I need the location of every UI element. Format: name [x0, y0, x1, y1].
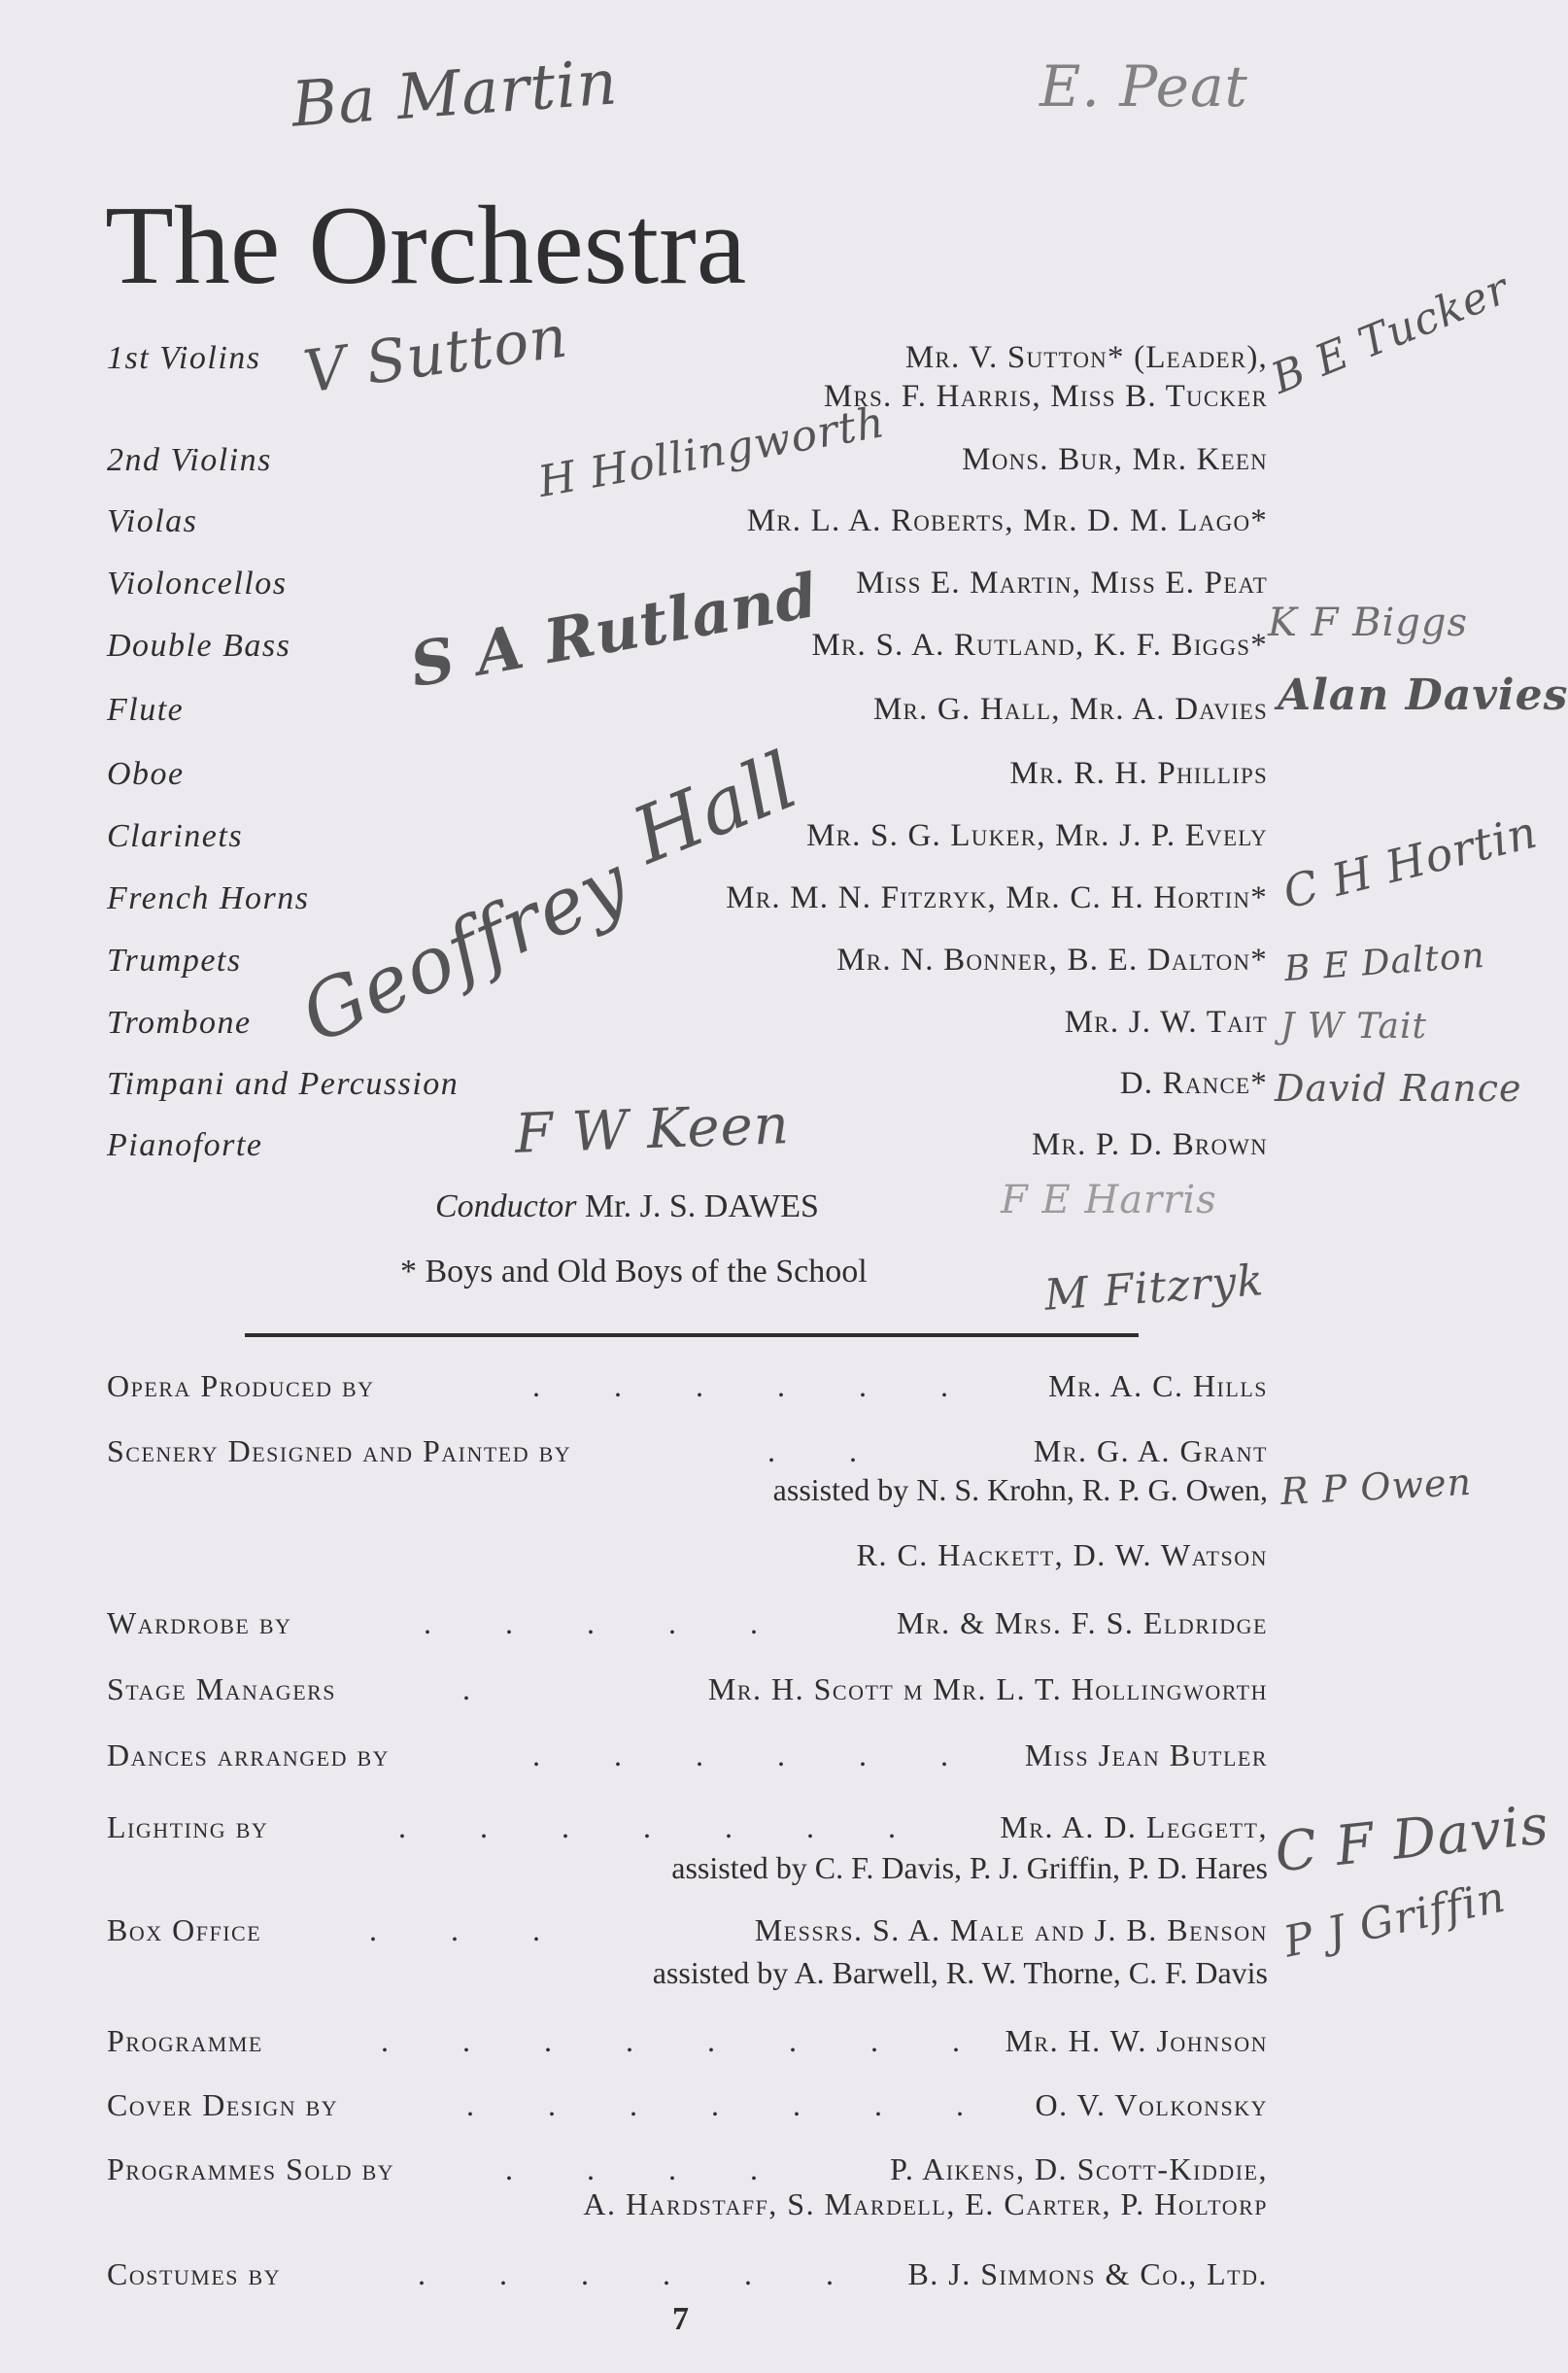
footnote: * Boys and Old Boys of the School: [400, 1254, 868, 1290]
credit-label: Box Office: [107, 1912, 262, 1947]
credit-sub: R. C. Hackett, D. W. Watson: [856, 1537, 1268, 1572]
signature-owen: R P Owen: [1278, 1460, 1474, 1514]
instrument-label: Trumpets: [107, 943, 242, 979]
instrument-label: French Horns: [107, 880, 310, 916]
credit-sub: assisted by C. F. Davis, P. J. Griffin, P. D. Hares: [671, 1850, 1268, 1885]
instrument-label: Violas: [107, 503, 198, 539]
page-title: The Orchestra: [105, 184, 747, 308]
signature-davies: Alan Davies: [1278, 671, 1568, 720]
credit-label: Programme: [107, 2023, 263, 2058]
credit-value: Messrs. S. A. Male and J. B. Benson: [754, 1912, 1268, 1947]
credit-value: Mr. & Mrs. F. S. Eldridge: [897, 1605, 1268, 1640]
conductor-name: Mr. J. S. DAWES: [584, 1188, 819, 1224]
player-names: Mr. V. Sutton* (Leader),: [904, 340, 1268, 375]
credit-label: Costumes by: [107, 2256, 282, 2291]
leader-dots: . . . . . . .: [466, 2087, 997, 2122]
instrument-label: Oboe: [107, 756, 185, 792]
credit-label: Opera Produced by: [107, 1368, 375, 1403]
signature-harris: F E Harris: [1001, 1178, 1217, 1222]
conductor-line: [435, 1188, 819, 1225]
signature-rance: David Rance: [1275, 1067, 1522, 1110]
credit-value: Mr. G. A. Grant: [1033, 1433, 1268, 1468]
signature-biggs: K F Biggs: [1268, 601, 1468, 645]
instrument-label: Clarinets: [107, 818, 244, 854]
instrument-label: Flute: [107, 692, 185, 728]
leader-dots: . . . . .: [424, 1605, 791, 1640]
player-names: D. Rance*: [1119, 1066, 1268, 1101]
player-names: Mr. P. D. Brown: [1032, 1127, 1268, 1162]
signature-tucker: B E Tucker: [1264, 263, 1517, 404]
instrument-label: 2nd Violins: [107, 442, 272, 478]
signature-fitzryk: M Fitzryk: [1042, 1255, 1266, 1321]
leader-dots: .: [462, 1671, 503, 1706]
credit-value: Mr. H. W. Johnson: [1005, 2023, 1268, 2058]
instrument-label: Double Bass: [107, 628, 291, 664]
credit-label: Lighting by: [107, 1809, 269, 1844]
leader-dots: . . . .: [505, 2151, 791, 2186]
credit-label: Stage Managers: [107, 1671, 337, 1706]
player-names: Mr. S. G. Luker, Mr. J. P. Evely: [806, 818, 1268, 853]
credit-label: Wardrobe by: [107, 1605, 292, 1640]
credit-label: Cover Design by: [107, 2087, 339, 2122]
signature-hortin: C H Hortin: [1278, 805, 1543, 919]
instrument-label: Violoncellos: [107, 566, 288, 602]
signature-davis: C F Davis: [1272, 1793, 1552, 1885]
credit-label: Programmes Sold by: [107, 2151, 395, 2186]
player-names: Mr. L. A. Roberts, Mr. D. M. Lago*: [746, 503, 1268, 538]
player-names: Miss E. Martin, Miss E. Peat: [856, 566, 1268, 601]
player-names: Mr. G. Hall, Mr. A. Davies: [872, 692, 1268, 727]
conductor-label: Conductor: [435, 1188, 577, 1224]
instrument-label: Pianoforte: [107, 1127, 263, 1163]
leader-dots: . . .: [369, 1912, 573, 1947]
page-number: 7: [672, 2301, 689, 2337]
signature-hall: Hall: [620, 735, 810, 881]
credit-value: Mr. A. D. Leggett,: [1000, 1809, 1268, 1844]
player-names: Mons. Bur, Mr. Keen: [962, 442, 1268, 477]
signature-sutton: V Sutton: [299, 302, 572, 407]
leader-dots: . . . . . . . .: [381, 2023, 993, 2058]
credit-label: Scenery Designed and Painted by: [107, 1433, 572, 1468]
credit-sub: assisted by N. S. Krohn, R. P. G. Owen,: [772, 1472, 1268, 1507]
player-names: Mr. J. W. Tait: [1064, 1005, 1268, 1040]
credit-value: Mr. H. Scott m Mr. L. T. Hollingworth: [707, 1671, 1268, 1706]
signature-tait: J W Tait: [1280, 1007, 1427, 1047]
credit-sub: assisted by A. Barwell, R. W. Thorne, C. F. Davis: [652, 1955, 1268, 1990]
leader-dots: . . . . . .: [532, 1368, 981, 1403]
signature-martin: Ba Martin: [289, 47, 621, 142]
signature-hollingworth: H Hollingworth: [534, 397, 889, 507]
leader-dots: . .: [767, 1433, 890, 1468]
leader-dots: . . . . . .: [532, 1737, 981, 1772]
player-names: Mr. S. A. Rutland, K. F. Biggs*: [811, 628, 1268, 663]
credit-value: O. V. Volkonsky: [1035, 2087, 1268, 2122]
credit-sub: A. Hardstaff, S. Mardell, E. Carter, P. Holtorp: [583, 2186, 1268, 2221]
instrument-label: 1st Violins: [107, 340, 261, 376]
signature-griffin: P J Griffin: [1279, 1872, 1511, 1968]
instrument-label: Timpani and Percussion: [107, 1066, 460, 1102]
credit-value: Miss Jean Butler: [1024, 1737, 1268, 1772]
signature-dalton: B E Dalton: [1282, 935, 1486, 990]
player-names: Mr. M. N. Fitzryk, Mr. C. H. Hortin*: [726, 880, 1268, 915]
credit-value: B. J. Simmons & Co., Ltd.: [907, 2256, 1268, 2291]
credit-label: Dances arranged by: [107, 1737, 391, 1772]
player-names: Mr. R. H. Phillips: [1009, 756, 1268, 791]
signature-geoffrey: Geoffrey: [288, 837, 642, 1061]
signature-rutland: S A Rutland: [404, 559, 824, 702]
instrument-label: Trombone: [107, 1005, 252, 1041]
leader-dots: . . . . . . .: [398, 1809, 929, 1844]
player-names: Mr. N. Bonner, B. E. Dalton*: [836, 943, 1268, 978]
leader-dots: . . . . . .: [418, 2256, 867, 2291]
signature-peat: E. Peat: [1040, 53, 1248, 120]
divider: [245, 1333, 1139, 1337]
signature-keen: F W Keen: [513, 1093, 791, 1166]
credit-value: Mr. A. C. Hills: [1048, 1368, 1268, 1403]
player-names: Mrs. F. Harris, Miss B. Tucker: [823, 379, 1268, 414]
credit-value: P. Aikens, D. Scott-Kiddie,: [890, 2151, 1268, 2186]
